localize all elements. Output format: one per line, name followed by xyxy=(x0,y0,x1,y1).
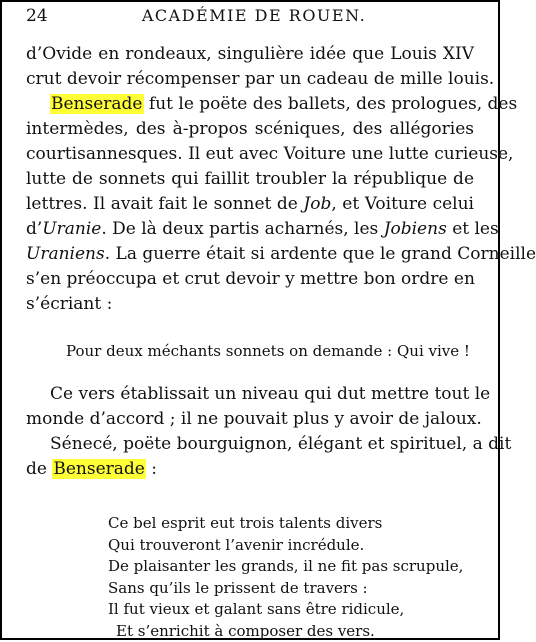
main-text xyxy=(26,42,474,317)
text-line: crut devoir récompenser par un cadeau de mille louis. xyxy=(26,67,474,92)
poem-line: Ce bel esprit eut trois talents divers xyxy=(108,513,463,535)
italic-title: Job xyxy=(303,194,331,214)
text-line: Benserade fut le poëte des ballets, des prologues, des xyxy=(26,92,474,117)
text-line: Ce vers établissait un niveau qui dut mettre tout le xyxy=(26,382,474,407)
running-head: ACADÉMIE DE ROUEN. xyxy=(26,6,482,25)
italic-title: Uranie xyxy=(42,219,101,239)
poem-line: Sans qu’ils le prissent de travers : xyxy=(108,578,463,600)
highlighted-name: Benserade xyxy=(52,459,146,479)
text-line: intermèdes, des à-propos scéniques, des allégories xyxy=(26,117,474,142)
page-number: 24 xyxy=(26,6,48,26)
quoted-verse: Pour deux méchants sonnets on demande : Qui vive ! xyxy=(66,342,470,360)
main-text-continued xyxy=(26,382,474,482)
text-line: s’écriant : xyxy=(26,292,474,317)
highlighted-name: Benserade xyxy=(50,94,144,114)
page-header xyxy=(26,6,482,26)
poem-line: Il fut vieux et galant sans être ridicule, xyxy=(108,599,463,621)
text-line: Uraniens. La guerre était si ardente que le grand Corneille xyxy=(26,242,474,267)
italic-term: Uraniens xyxy=(26,244,105,264)
poem-line: De plaisanter les grands, il ne fit pas scrupule, xyxy=(108,556,463,578)
poem-line: Qui trouveront l’avenir incrédule. xyxy=(108,535,463,557)
poem xyxy=(108,513,463,642)
text-line: Sénecé, poëte bourguignon, élégant et spirituel, a dit xyxy=(26,432,474,457)
text-line: d’Ovide en rondeaux, singulière idée que Louis XIV xyxy=(26,42,474,67)
text-line: courtisannesques. Il eut avec Voiture une lutte curieuse, xyxy=(26,142,474,167)
italic-term: Jobiens xyxy=(384,219,447,239)
text-line: lettres. Il avait fait le sonnet de Job, et Voiture celui xyxy=(26,192,474,217)
text-line: monde d’accord ; il ne pouvait plus y avoir de jaloux. xyxy=(26,407,474,432)
text-line: lutte de sonnets qui faillit troubler la république de xyxy=(26,167,474,192)
text-line: de Benserade : xyxy=(26,457,474,482)
text-line: d’Uranie. De là deux partis acharnés, les Jobiens et les xyxy=(26,217,474,242)
text-line: s’en préoccupa et crut devoir y mettre bon ordre en xyxy=(26,267,474,292)
poem-line: Et s’enrichit à composer des vers. xyxy=(108,621,463,642)
